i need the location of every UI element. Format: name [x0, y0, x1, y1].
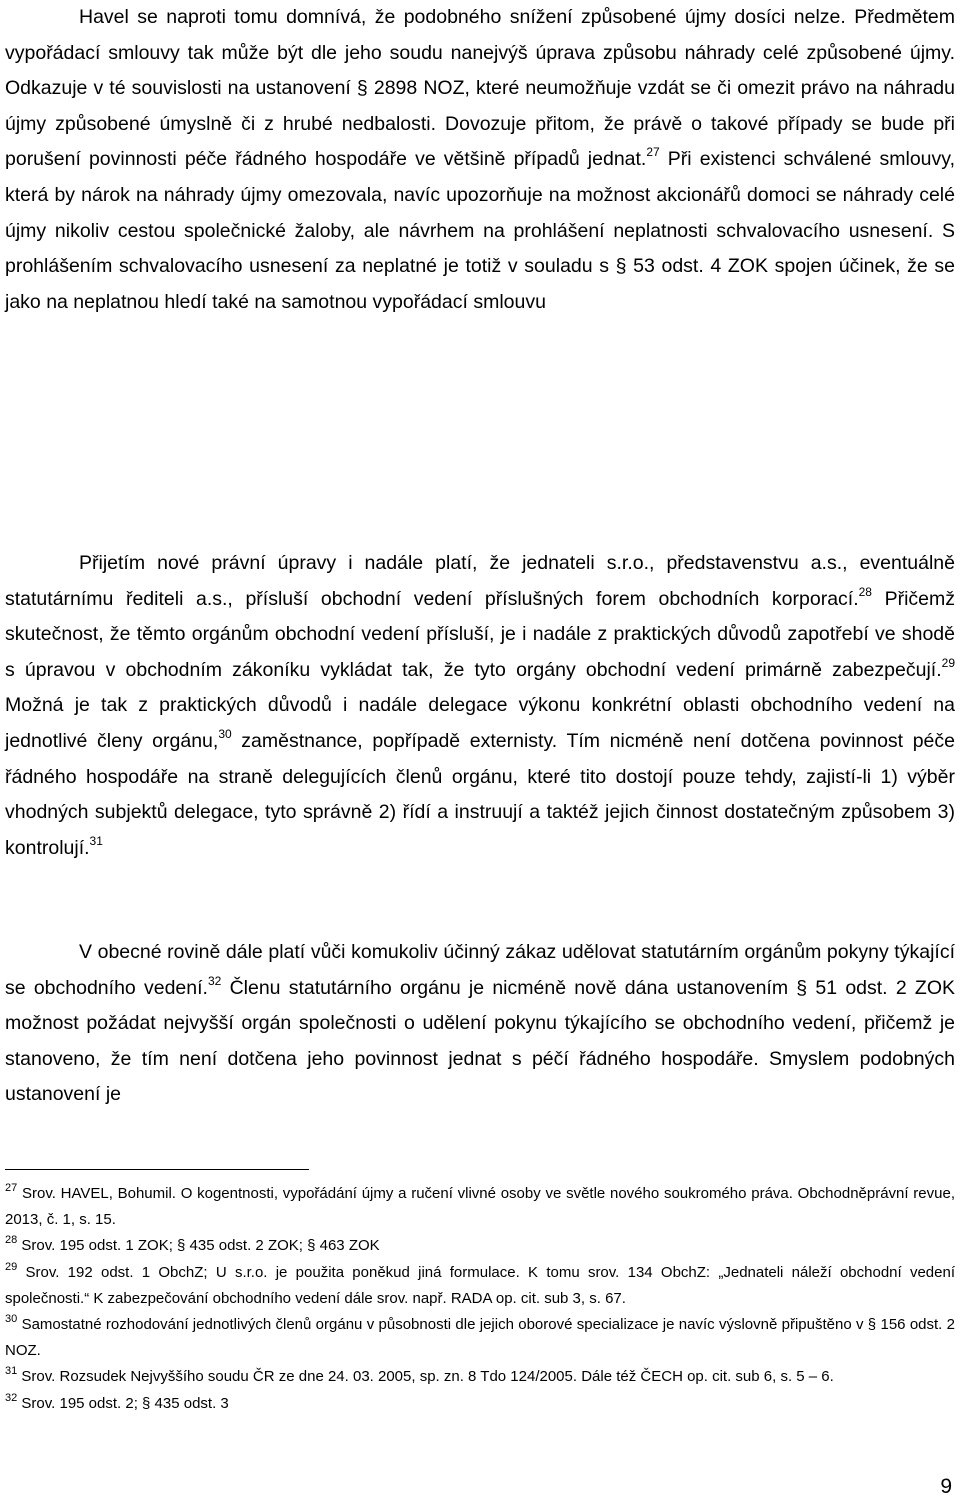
paragraph-text: Možná je tak z praktických důvodů i nadále delegace výkonu konkrétní oblasti obchodního vedení na jednotlivé členy orgánu, [5, 694, 955, 752]
footnote-text: Srov. 195 odst. 1 ZOK; § 435 odst. 2 ZOK; § 463 ZOK [17, 1237, 380, 1255]
paragraph-text: zaměstnance, popřípadě externisty. Tím nicméně není dotčena povinnost péče řádného hospodáře na straně delegujících členů orgánu, které tito dostojí pouze tehdy, zajistí-li 1) výběr vhodných subjektů delegace, tyto správně 2) řídí a instruují a taktéž jejich činnost dostatečným způsobem 3) kontrolují. [5, 729, 955, 859]
footnote-number: 29 [5, 1260, 18, 1273]
footnote-ref-28[interactable]: 28 [858, 584, 872, 599]
footnote-27 [5, 1181, 955, 1233]
footnote-32 [5, 1391, 955, 1417]
footnote-number: 28 [5, 1234, 18, 1247]
footnote-number: 32 [5, 1391, 18, 1404]
footnote-text: Srov. Rozsudek Nejvyššího soudu ČR ze dne 24. 03. 2005, sp. zn. 8 Tdo 124/2005. Dále též ČECH op. cit. sub 6, s. 5 – 6. [17, 1368, 834, 1386]
paragraph-text: Přijetím nové právní úpravy i nadále platí, že jednateli s.r.o., představenstvu a.s., eventuálně statutárnímu řediteli a.s., přísluší obchodní vedení příslušných forem obchodních korporací. [5, 552, 955, 610]
footnote-text: Srov. 195 odst. 2; § 435 odst. 3 [17, 1394, 229, 1412]
paragraph-text: Přičemž skutečnost, že těmto orgánům obchodní vedení přísluší, je i nadále z praktických důvodů zapotřebí ve shodě s úpravou v obchodním zákoníku vykládat tak, že tyto orgány obchodní vedení primárně zabezpečují. [5, 587, 955, 681]
footnote-text: Srov. HAVEL, Bohumil. O kogentnosti, vypořádání újmy a ručení vlivné osoby ve světle nového soukromého práva. Obchodněprávní revue, 2013, č. 1, s. 15. [5, 1185, 955, 1229]
paragraph-text: Při existenci schválené smlouvy, která by nárok na náhrady újmy omezovala, navíc upozorňuje na možnost akcionářů domoci se náhrady celé újmy nikoliv cestou společnické žaloby, ale návrhem na prohlášení neplatnosti schvalovacího usnesení. S prohlášením schvalovacího usnesení za neplatné je totiž v souladu s § 53 odst. 4 ZOK spojen účinek, že se jako na neplatnou hledí také na samotnou vypořádací smlouvu [5, 148, 956, 313]
footnote-number: 27 [5, 1182, 18, 1194]
paragraph-text: Členu statutárního orgánu je nicméně nově dána ustanovením § 51 odst. 2 ZOK možnost požádat nejvyšší orgán společnosti o udělení pokynu týkajícího se obchodního vedení, přičemž je stanoveno, že tím není dotčena jeho povinnost jednat s péčí řádného hospodáře. Smyslem podobných ustanovení je [5, 976, 955, 1106]
paragraph-obchodni-vedeni [5, 546, 955, 866]
footnote-ref-31[interactable]: 31 [89, 833, 103, 848]
paragraph-text: V obecné rovině dále platí vůči komukoliv účinný zákaz udělovat statutárním orgánům pokyny týkající se obchodního vedení. [5, 941, 955, 999]
paragraph-havel [5, 0, 955, 320]
footnote-number: 30 [5, 1313, 18, 1326]
footnote-ref-29[interactable]: 29 [941, 655, 955, 670]
footnote-ref-30[interactable]: 30 [218, 726, 232, 741]
footnote-28 [5, 1233, 955, 1259]
footnote-text: Samostatné rozhodování jednotlivých členů orgánu v působnosti dle jejich oborové specializace je navíc výslovně připuštěno v § 156 odst. 2 NOZ. [5, 1316, 955, 1360]
footnote-text: Srov. 192 odst. 1 ObchZ; U s.r.o. je použita poněkud jiná formulace. K tomu srov. 134 ObchZ: „Jednateli náleží obchodní vedení společnosti.“ K zabezpečování obchodního vedení dále srov. např. RADA op. cit. sub 3, s. 67. [5, 1263, 955, 1307]
paragraph-text: Havel se naproti tomu domnívá, že podobného snížení způsobené újmy dosíci nelze. Předmětem vypořádací smlouvy tak může být dle jeho soudu nanejvýš úprava způsobu náhrady celé způsobené újmy. Odkazuje v té souvislosti na ustanovení § 2898 NOZ, které neumožňuje vzdát se či omezit právo na náhradu újmy způsobené úmyslně či z hrubé nedbalosti. Dovozuje přitom, že právě o takové případy se bude při porušení povinnosti péče řádného hospodáře ve většině případů jednat. [5, 6, 955, 171]
footnote-29 [5, 1260, 955, 1312]
footnote-separator [5, 1169, 309, 1170]
footnote-number: 31 [5, 1365, 18, 1378]
footnote-ref-27[interactable]: 27 [646, 145, 660, 160]
paragraph-zakaz-pokynu [5, 935, 955, 1113]
footnote-30 [5, 1312, 955, 1364]
footnotes [5, 1181, 955, 1417]
page-number: 9 [940, 1475, 952, 1498]
footnote-ref-32[interactable]: 32 [207, 973, 222, 988]
footnote-31 [5, 1364, 955, 1390]
